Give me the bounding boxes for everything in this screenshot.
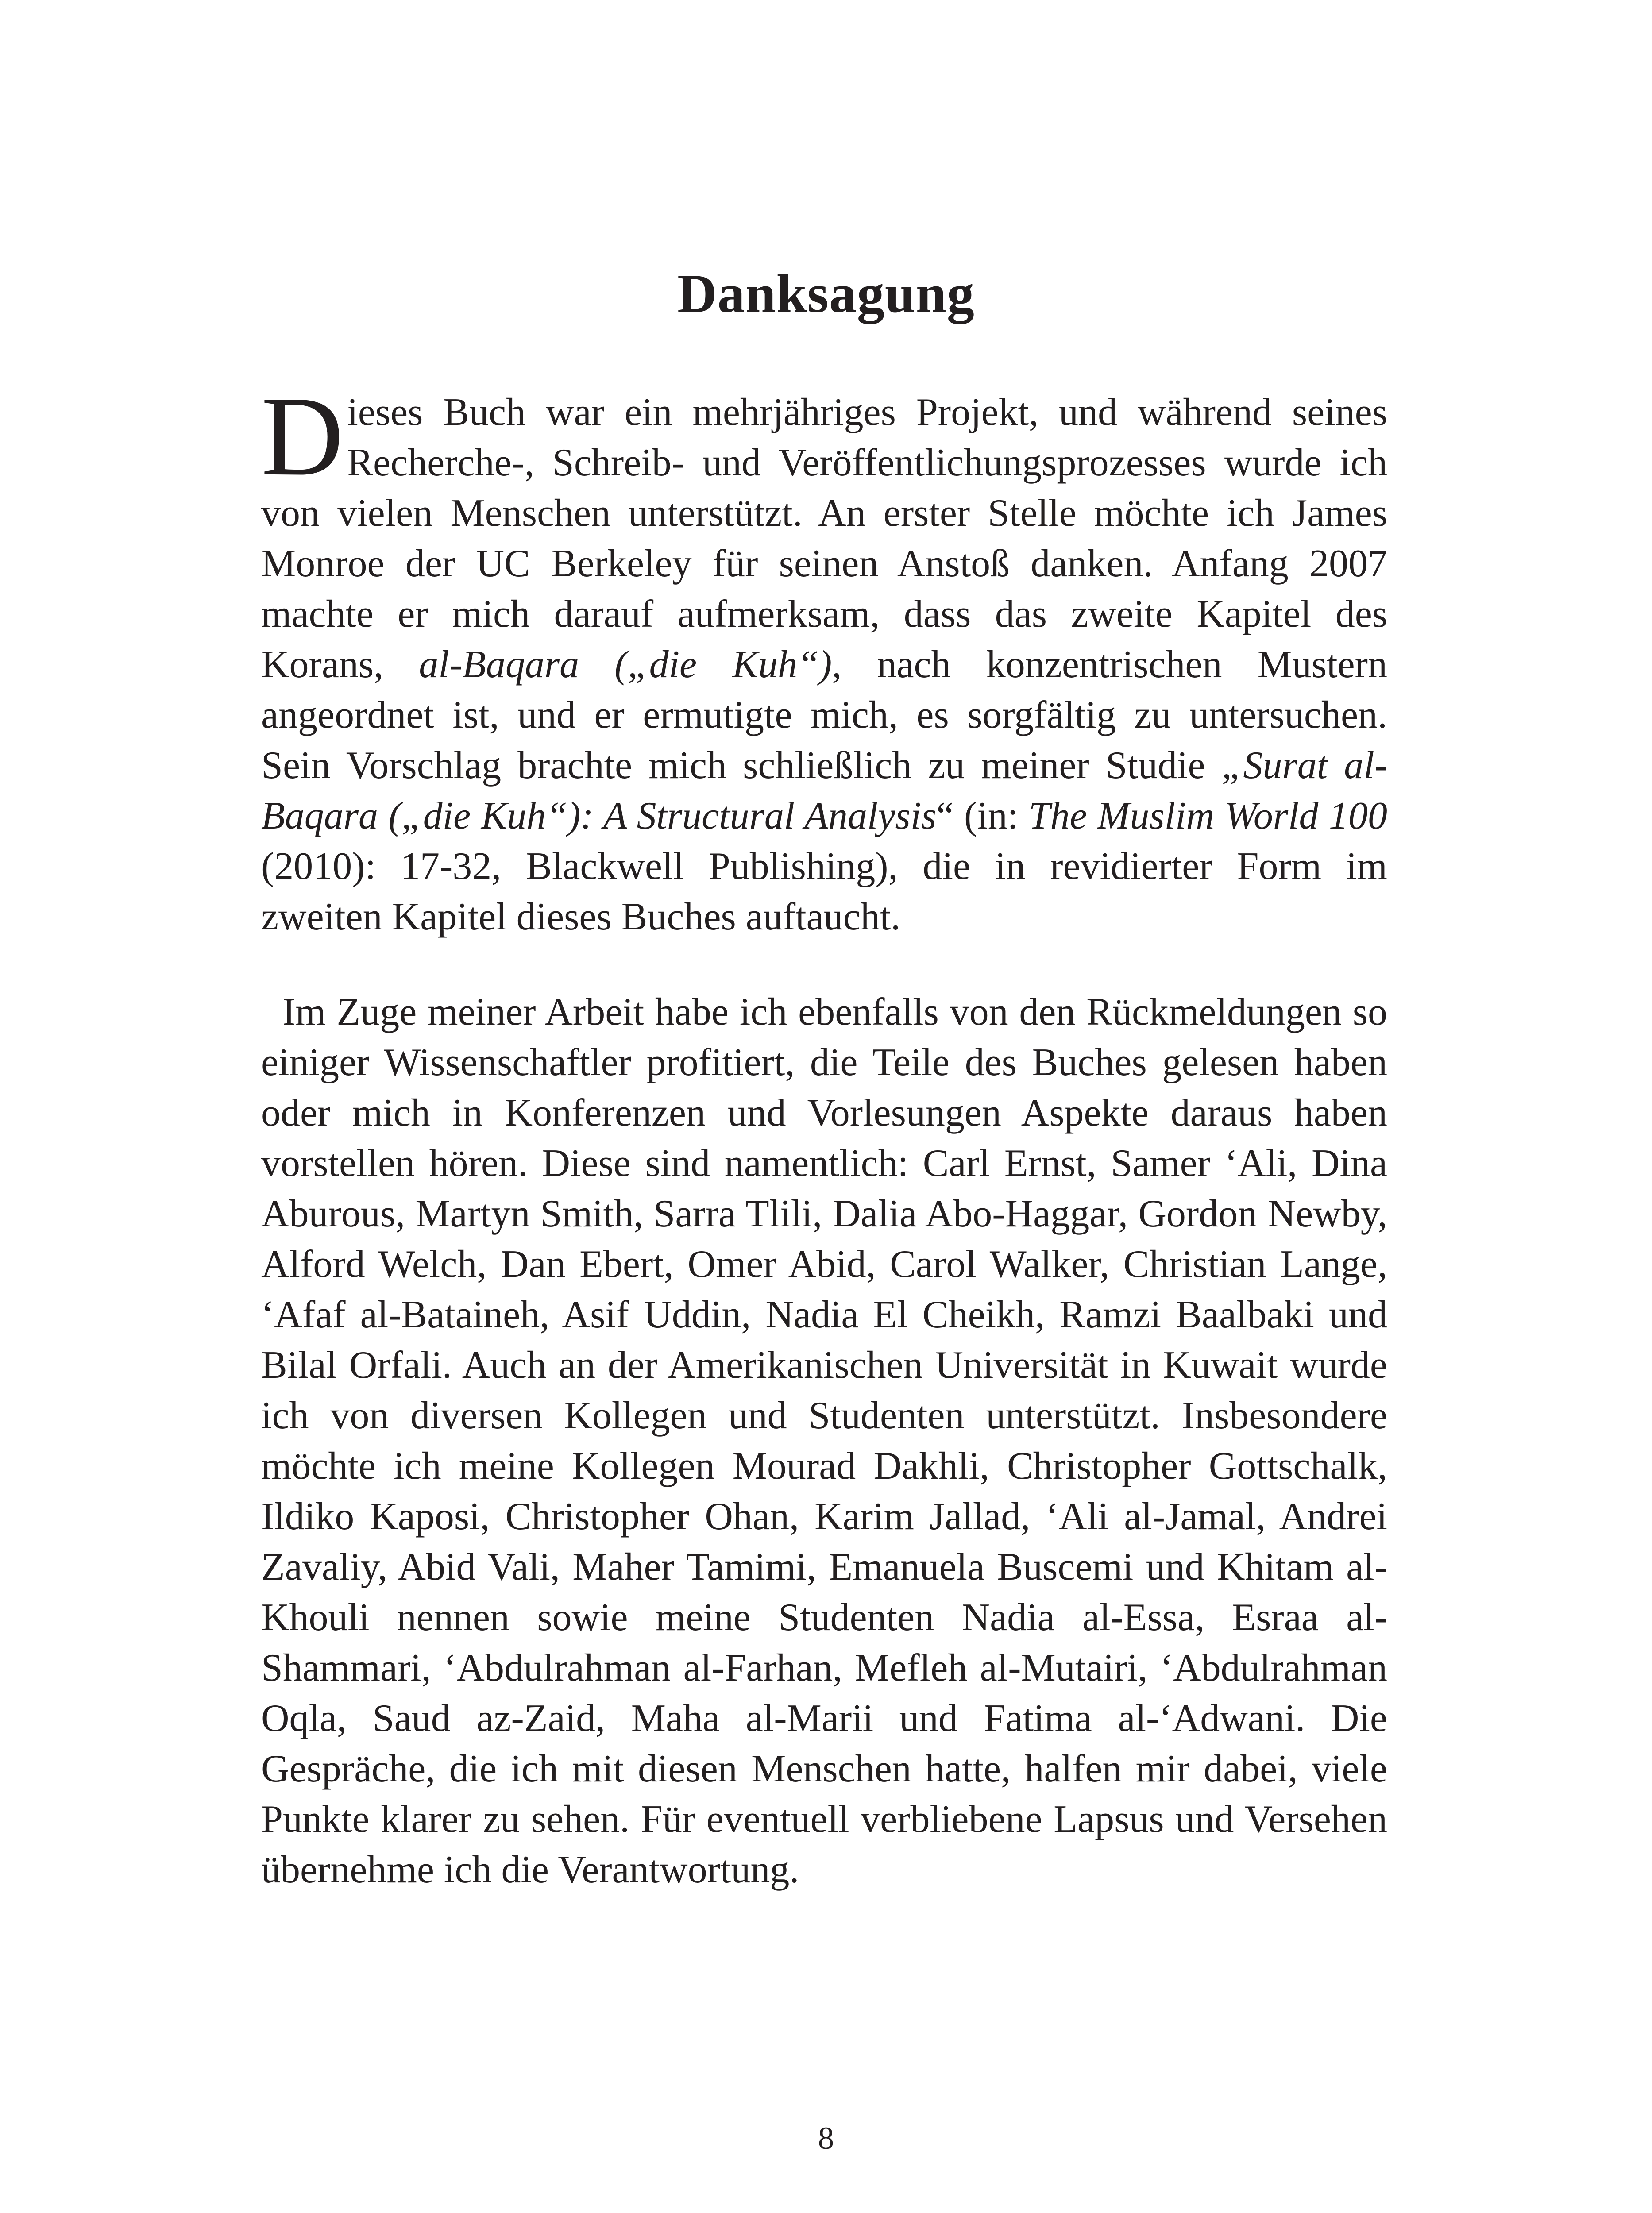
drop-cap: D — [261, 373, 344, 499]
intro-text-a: ieses Buch war ein mehrjähriges Projekt, und während seines Recherche-, Schreib- und Veröffentlichungsprozesses wurde ich von vielen Menschen unterstützt. An erster Stelle möchte ich James Monroe der UC Berkeley für seinen Anstoß danken. Anfang 2007 machte er mich darauf aufmerksam, dass das zweite Kapitel des Korans, — [261, 391, 1387, 686]
page-number: 8 — [818, 2120, 834, 2156]
intro-text-c: “ (in: — [936, 794, 1029, 837]
paragraph-thanks — [261, 987, 1387, 1895]
intro-italic-title-b: „Surat al-Baqara („die Kuh“): A Structural Analysis — [261, 744, 1388, 837]
paragraph-intro — [261, 373, 1388, 942]
intro-text-b: , nach konzentrischen Mustern angeordnet ist, und er ermutigte mich, es sorgfältig zu untersuchen. Sein Vorschlag brachte mich schließlich zu meiner Studie — [261, 643, 1387, 787]
intro-italic-title-a: al-Baqara („die Kuh“) — [419, 643, 832, 686]
intro-text-d: (2010): 17-32, Blackwell Publishing), die in revidierter Form im zweiten Kapitel dieses Buches auftaucht. — [261, 845, 1387, 938]
paragraph-thanks-text: Im Zuge meiner Arbeit habe ich ebenfalls von den Rückmeldungen so einiger Wissenschaftler profitiert, die Teile des Buches gelesen haben oder mich in Konferenzen und Vorlesungen Aspekte daraus haben vorstellen hören. Diese sind namentlich: Carl Ernst, Samer ‘Ali, Dina Aburous, Martyn Smith, Sarra Tlili, Dalia Abo-Haggar, Gordon Newby, Alford Welch, Dan Ebert, Omer Abid, Carol Walker, Christian Lange, ‘Afaf al-Bataineh, Asif Uddin, Nadia El Cheikh, Ramzi Baalbaki und Bilal Orfali. Auch an der Amerikanischen Universität in Kuwait wurde ich von diversen Kollegen und Studenten unterstützt. Insbesondere möchte ich meine Kollegen Mourad Dakhli, Christopher Gottschalk, Ildiko Kaposi, Christopher Ohan, Karim Jallad, ‘Ali al-Jamal, Andrei Zavaliy, Abid Vali, Maher Tamimi, Emanuela Buscemi und Khitam al-Khouli nennen sowie meine Studenten Nadia al-Essa, Esraa al-Shammari, ‘Abdulrahman al-Farhan, Mefleh al-Mutairi, ‘Abdulrahman Oqla, Saud az-Zaid, Maha al-Marii und Fatima al-‘Adwani. Die Gespräche, die ich mit diesen Menschen hatte, halfen mir dabei, viele Punkte klarer zu sehen. Für eventuell verbliebene Lapsus und Versehen übernehme ich die Verantwortung. — [261, 991, 1387, 1891]
page-title: Danksagung — [677, 263, 975, 324]
paragraph-intro-text — [261, 373, 1388, 942]
intro-italic-title-c: The Muslim World 100 — [1028, 794, 1388, 837]
